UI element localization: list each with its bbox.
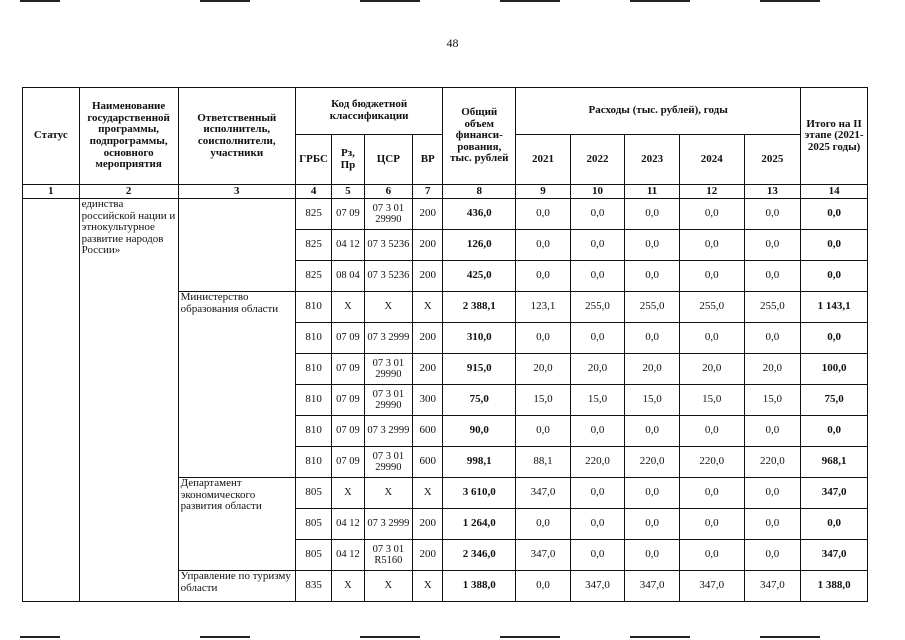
bottom-rule [360,636,420,638]
stage-total-cell: 1 143,1 [801,292,868,323]
expenses-header: Расходы (тыс. рублей), годы [516,88,801,135]
column-number: 10 [570,185,625,199]
grbs-cell: 810 [295,323,331,354]
csr-header: ЦСР [364,135,413,185]
year-value-cell: 0,0 [516,199,571,230]
status-cell [23,199,80,602]
status-header: Статус [23,88,80,185]
total-funding-header: Общий объем финанси-рования, тыс. рублей [443,88,516,185]
rzpr-cell: 04 12 [332,540,364,571]
stage-total-cell: 100,0 [801,354,868,385]
year-value-cell: 0,0 [679,230,744,261]
year-value-cell: 0,0 [570,509,625,540]
header-row-top [23,88,868,135]
csr-cell: Х [364,571,413,602]
year-value-cell: 0,0 [625,509,680,540]
year-value-cell: 0,0 [679,261,744,292]
vr-cell: 200 [413,230,443,261]
total-funding-cell: 75,0 [443,385,516,416]
stage-total-cell: 0,0 [801,230,868,261]
grbs-cell: 810 [295,416,331,447]
bottom-rule [630,636,690,638]
top-rule [760,0,820,2]
csr-cell: 07 3 5236 [364,261,413,292]
grbs-cell: 805 [295,478,331,509]
total-funding-cell: 126,0 [443,230,516,261]
year-header: 2022 [570,135,625,185]
table-body [23,185,868,602]
budget-code-header: Код бюджетной классификации [295,88,443,135]
rzpr-cell: 04 12 [332,230,364,261]
year-value-cell: 0,0 [516,416,571,447]
rzpr-cell: 07 09 [332,323,364,354]
year-value-cell: 20,0 [570,354,625,385]
vr-cell: 200 [413,261,443,292]
column-number: 6 [364,185,413,199]
bottom-rule [20,636,60,638]
year-value-cell: 0,0 [516,509,571,540]
year-value-cell: 20,0 [625,354,680,385]
year-value-cell: 0,0 [625,323,680,354]
rzpr-cell: 04 12 [332,509,364,540]
rzpr-cell: 07 09 [332,447,364,478]
csr-cell: 07 3 01 R5160 [364,540,413,571]
vr-cell: 200 [413,323,443,354]
grbs-cell: 825 [295,199,331,230]
csr-cell: 07 3 01 29990 [364,385,413,416]
rzpr-header: Рз, Пр [332,135,364,185]
rzpr-cell: 07 09 [332,354,364,385]
csr-cell: Х [364,292,413,323]
grbs-cell: 810 [295,447,331,478]
year-value-cell: 0,0 [570,478,625,509]
executor-header: Ответственный исполнитель, соисполнители, участники [178,88,295,185]
column-number: 11 [625,185,680,199]
stage-total-cell: 347,0 [801,478,868,509]
total-funding-cell: 1 264,0 [443,509,516,540]
vr-cell: Х [413,571,443,602]
grbs-header: ГРБС [295,135,331,185]
year-value-cell: 255,0 [625,292,680,323]
year-value-cell: 0,0 [744,323,801,354]
year-value-cell: 0,0 [570,199,625,230]
executor-cell: Министерство образования области [178,292,295,478]
program-name-header: Наименование государственной программы, подпрограммы, основного мероприятия [79,88,178,185]
year-value-cell: 20,0 [744,354,801,385]
total-funding-cell: 2 346,0 [443,540,516,571]
year-value-cell: 0,0 [570,323,625,354]
year-value-cell: 0,0 [625,416,680,447]
year-value-cell: 15,0 [679,385,744,416]
year-value-cell: 15,0 [744,385,801,416]
total-funding-cell: 425,0 [443,261,516,292]
total-funding-cell: 3 610,0 [443,478,516,509]
program-name-cell: единства российской нации и этнокультурное развитие народов России» [79,199,178,602]
csr-cell: Х [364,478,413,509]
year-value-cell: 0,0 [570,261,625,292]
year-value-cell: 0,0 [625,540,680,571]
year-value-cell: 0,0 [679,199,744,230]
stage-total-cell: 1 388,0 [801,571,868,602]
year-value-cell: 220,0 [625,447,680,478]
grbs-cell: 825 [295,230,331,261]
rzpr-cell: Х [332,571,364,602]
year-value-cell: 347,0 [570,571,625,602]
year-value-cell: 20,0 [516,354,571,385]
rzpr-cell: 07 09 [332,199,364,230]
vr-cell: 600 [413,416,443,447]
rzpr-cell: Х [332,478,364,509]
vr-cell: 300 [413,385,443,416]
grbs-cell: 805 [295,509,331,540]
vr-cell: 200 [413,354,443,385]
stage-total-cell: 75,0 [801,385,868,416]
year-value-cell: 0,0 [744,540,801,571]
total-funding-cell: 2 388,1 [443,292,516,323]
vr-cell: 200 [413,199,443,230]
year-value-cell: 15,0 [516,385,571,416]
year-value-cell: 88,1 [516,447,571,478]
top-rule [200,0,250,2]
column-number: 4 [295,185,331,199]
top-rule [630,0,690,2]
year-value-cell: 347,0 [516,540,571,571]
executor-cell [178,199,295,292]
year-header: 2024 [679,135,744,185]
vr-header: ВР [413,135,443,185]
year-value-cell: 0,0 [744,509,801,540]
year-value-cell: 220,0 [679,447,744,478]
stage-total-cell: 0,0 [801,416,868,447]
stage-total-cell: 347,0 [801,540,868,571]
column-number: 12 [679,185,744,199]
table-row [23,199,868,230]
csr-cell: 07 3 2999 [364,323,413,354]
top-rule [360,0,420,2]
total-funding-cell: 90,0 [443,416,516,447]
year-value-cell: 0,0 [744,230,801,261]
total-funding-cell: 915,0 [443,354,516,385]
year-value-cell: 15,0 [570,385,625,416]
year-value-cell: 347,0 [679,571,744,602]
year-value-cell: 255,0 [570,292,625,323]
stage-total-cell: 968,1 [801,447,868,478]
year-value-cell: 0,0 [570,416,625,447]
vr-cell: 200 [413,540,443,571]
total-funding-cell: 1 388,0 [443,571,516,602]
rzpr-cell: 07 09 [332,416,364,447]
stage-total-cell: 0,0 [801,323,868,354]
year-value-cell: 220,0 [570,447,625,478]
column-number: 5 [332,185,364,199]
budget-table [22,87,868,602]
vr-cell: Х [413,478,443,509]
vr-cell: Х [413,292,443,323]
column-number-row [23,185,868,199]
stage-total-cell: 0,0 [801,509,868,540]
bottom-rule [200,636,250,638]
grbs-cell: 810 [295,354,331,385]
year-header: 2023 [625,135,680,185]
year-value-cell: 15,0 [625,385,680,416]
year-value-cell: 0,0 [679,509,744,540]
year-value-cell: 255,0 [744,292,801,323]
csr-cell: 07 3 5236 [364,230,413,261]
stage-total-header: Итого на II этапе (2021-2025 годы) [801,88,868,185]
csr-cell: 07 3 2999 [364,416,413,447]
executor-cell: Управление по туризму области [178,571,295,602]
year-value-cell: 0,0 [516,261,571,292]
grbs-cell: 810 [295,385,331,416]
bottom-rule [500,636,560,638]
year-header: 2021 [516,135,571,185]
year-value-cell: 255,0 [679,292,744,323]
year-value-cell: 347,0 [744,571,801,602]
year-value-cell: 0,0 [516,230,571,261]
grbs-cell: 805 [295,540,331,571]
bottom-rule [760,636,820,638]
year-value-cell: 0,0 [679,478,744,509]
column-number: 14 [801,185,868,199]
vr-cell: 600 [413,447,443,478]
column-number: 8 [443,185,516,199]
grbs-cell: 825 [295,261,331,292]
year-value-cell: 123,1 [516,292,571,323]
year-value-cell: 220,0 [744,447,801,478]
total-funding-cell: 310,0 [443,323,516,354]
top-rule [500,0,560,2]
stage-total-cell: 0,0 [801,261,868,292]
year-value-cell: 0,0 [625,478,680,509]
year-value-cell: 0,0 [625,199,680,230]
year-value-cell: 0,0 [679,323,744,354]
stage-total-cell: 0,0 [801,199,868,230]
csr-cell: 07 3 01 29990 [364,447,413,478]
year-value-cell: 0,0 [516,323,571,354]
year-value-cell: 0,0 [679,416,744,447]
year-value-cell: 0,0 [516,571,571,602]
page-number: 48 [446,36,459,50]
column-number: 13 [744,185,801,199]
csr-cell: 07 3 2999 [364,509,413,540]
column-number: 3 [178,185,295,199]
csr-cell: 07 3 01 29990 [364,354,413,385]
year-value-cell: 0,0 [744,478,801,509]
total-funding-cell: 998,1 [443,447,516,478]
year-value-cell: 20,0 [679,354,744,385]
year-header: 2025 [744,135,801,185]
column-number: 9 [516,185,571,199]
year-value-cell: 0,0 [744,261,801,292]
year-value-cell: 0,0 [570,540,625,571]
rzpr-cell: Х [332,292,364,323]
executor-cell: Департамент экономического развития области [178,478,295,571]
grbs-cell: 810 [295,292,331,323]
year-value-cell: 0,0 [744,416,801,447]
column-number: 1 [23,185,80,199]
year-value-cell: 347,0 [516,478,571,509]
total-funding-cell: 436,0 [443,199,516,230]
top-rule [20,0,60,2]
rzpr-cell: 08 04 [332,261,364,292]
column-number: 7 [413,185,443,199]
column-number: 2 [79,185,178,199]
year-value-cell: 0,0 [625,261,680,292]
year-value-cell: 0,0 [625,230,680,261]
grbs-cell: 835 [295,571,331,602]
vr-cell: 200 [413,509,443,540]
rzpr-cell: 07 09 [332,385,364,416]
year-value-cell: 347,0 [625,571,680,602]
year-value-cell: 0,0 [679,540,744,571]
year-value-cell: 0,0 [744,199,801,230]
year-value-cell: 0,0 [570,230,625,261]
csr-cell: 07 3 01 29990 [364,199,413,230]
